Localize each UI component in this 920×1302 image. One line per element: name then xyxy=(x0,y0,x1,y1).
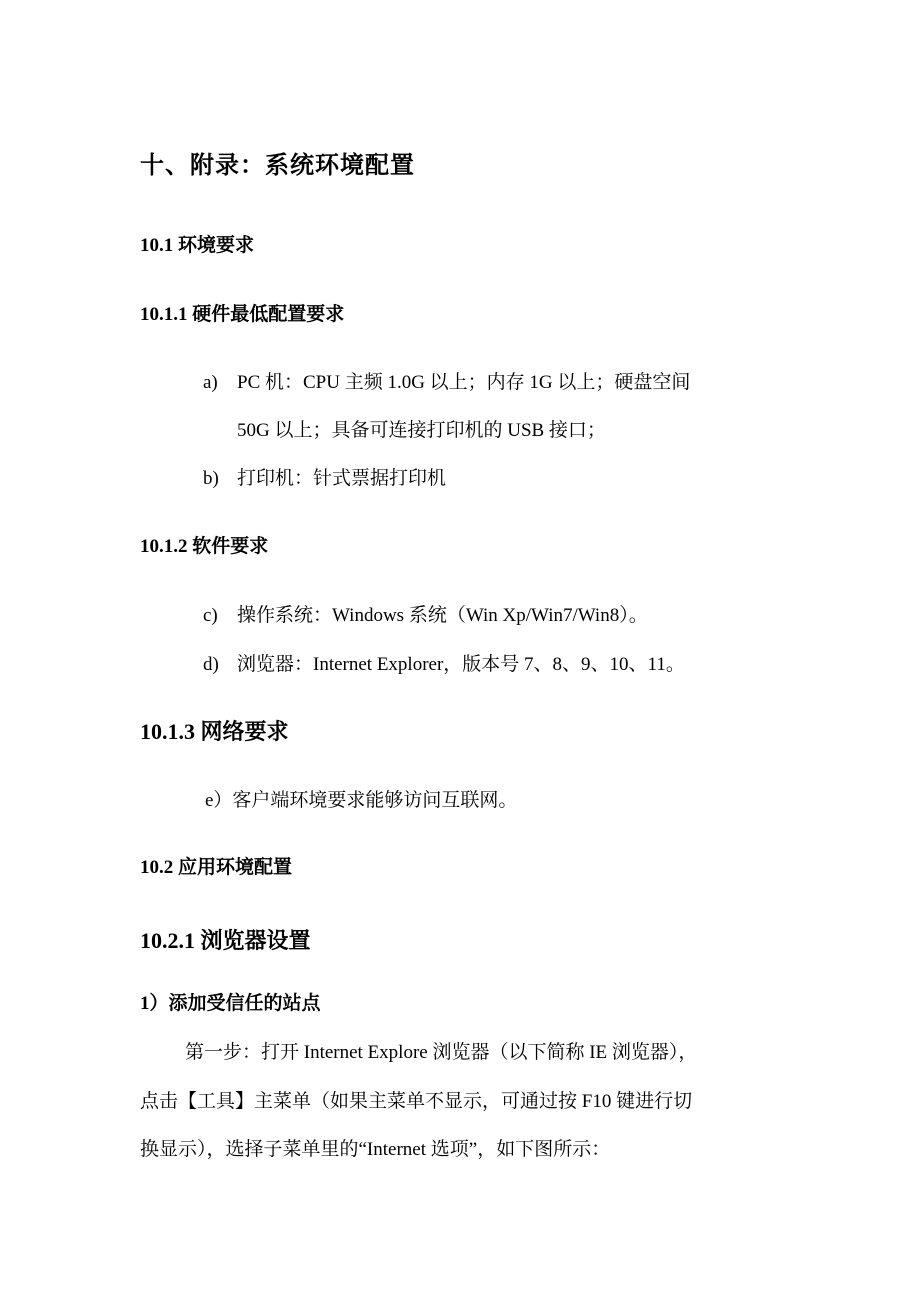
list-item-text: 打印机：针式票据打印机 xyxy=(237,468,447,489)
list-item-text: 浏览器：Internet Explorer，版本号 7、8、9、10、11。 xyxy=(237,654,685,675)
appendix-title: 十、附录：系统环境配置 xyxy=(140,153,415,179)
list-item-b xyxy=(203,469,446,488)
section-heading-10-1-1: 10.1.1 硬件最低配置要求 xyxy=(140,304,345,325)
list-marker: b) xyxy=(203,468,219,489)
list-item-a-continuation: 50G 以上；具备可连接打印机的 USB 接口； xyxy=(237,420,606,441)
paragraph-line-3: 换显示），选择子菜单里的“Internet 选项”，如下图所示： xyxy=(140,1139,611,1160)
step-heading: 1）添加受信任的站点 xyxy=(140,993,321,1014)
list-marker: a) xyxy=(203,372,218,393)
list-item-c xyxy=(203,606,648,625)
section-heading-10-1-2: 10.1.2 软件要求 xyxy=(140,536,269,557)
list-item-text: 操作系统：Windows 系统（Win Xp/Win7/Win8）。 xyxy=(237,605,648,626)
paragraph-line-2: 点击【工具】主菜单（如果主菜单不显示，可通过按 F10 键进行切 xyxy=(140,1091,693,1112)
list-item-text: PC 机：CPU 主频 1.0G 以上；内存 1G 以上；硬盘空间 xyxy=(237,372,691,393)
list-item-e: e）客户端环境要求能够访问互联网。 xyxy=(205,790,518,811)
paragraph-line-1: 第一步：打开 Internet Explore 浏览器（以下简称 IE 浏览器）， xyxy=(185,1042,698,1063)
list-marker: c) xyxy=(203,605,218,626)
section-heading-10-2: 10.2 应用环境配置 xyxy=(140,857,293,878)
section-heading-10-2-1: 10.2.1 浏览器设置 xyxy=(140,928,311,953)
list-item-d xyxy=(203,655,685,674)
section-heading-10-1-3: 10.1.3 网络要求 xyxy=(140,719,289,744)
section-heading-10-1: 10.1 环境要求 xyxy=(140,235,255,256)
list-item-a xyxy=(203,373,690,392)
list-marker: d) xyxy=(203,654,219,675)
